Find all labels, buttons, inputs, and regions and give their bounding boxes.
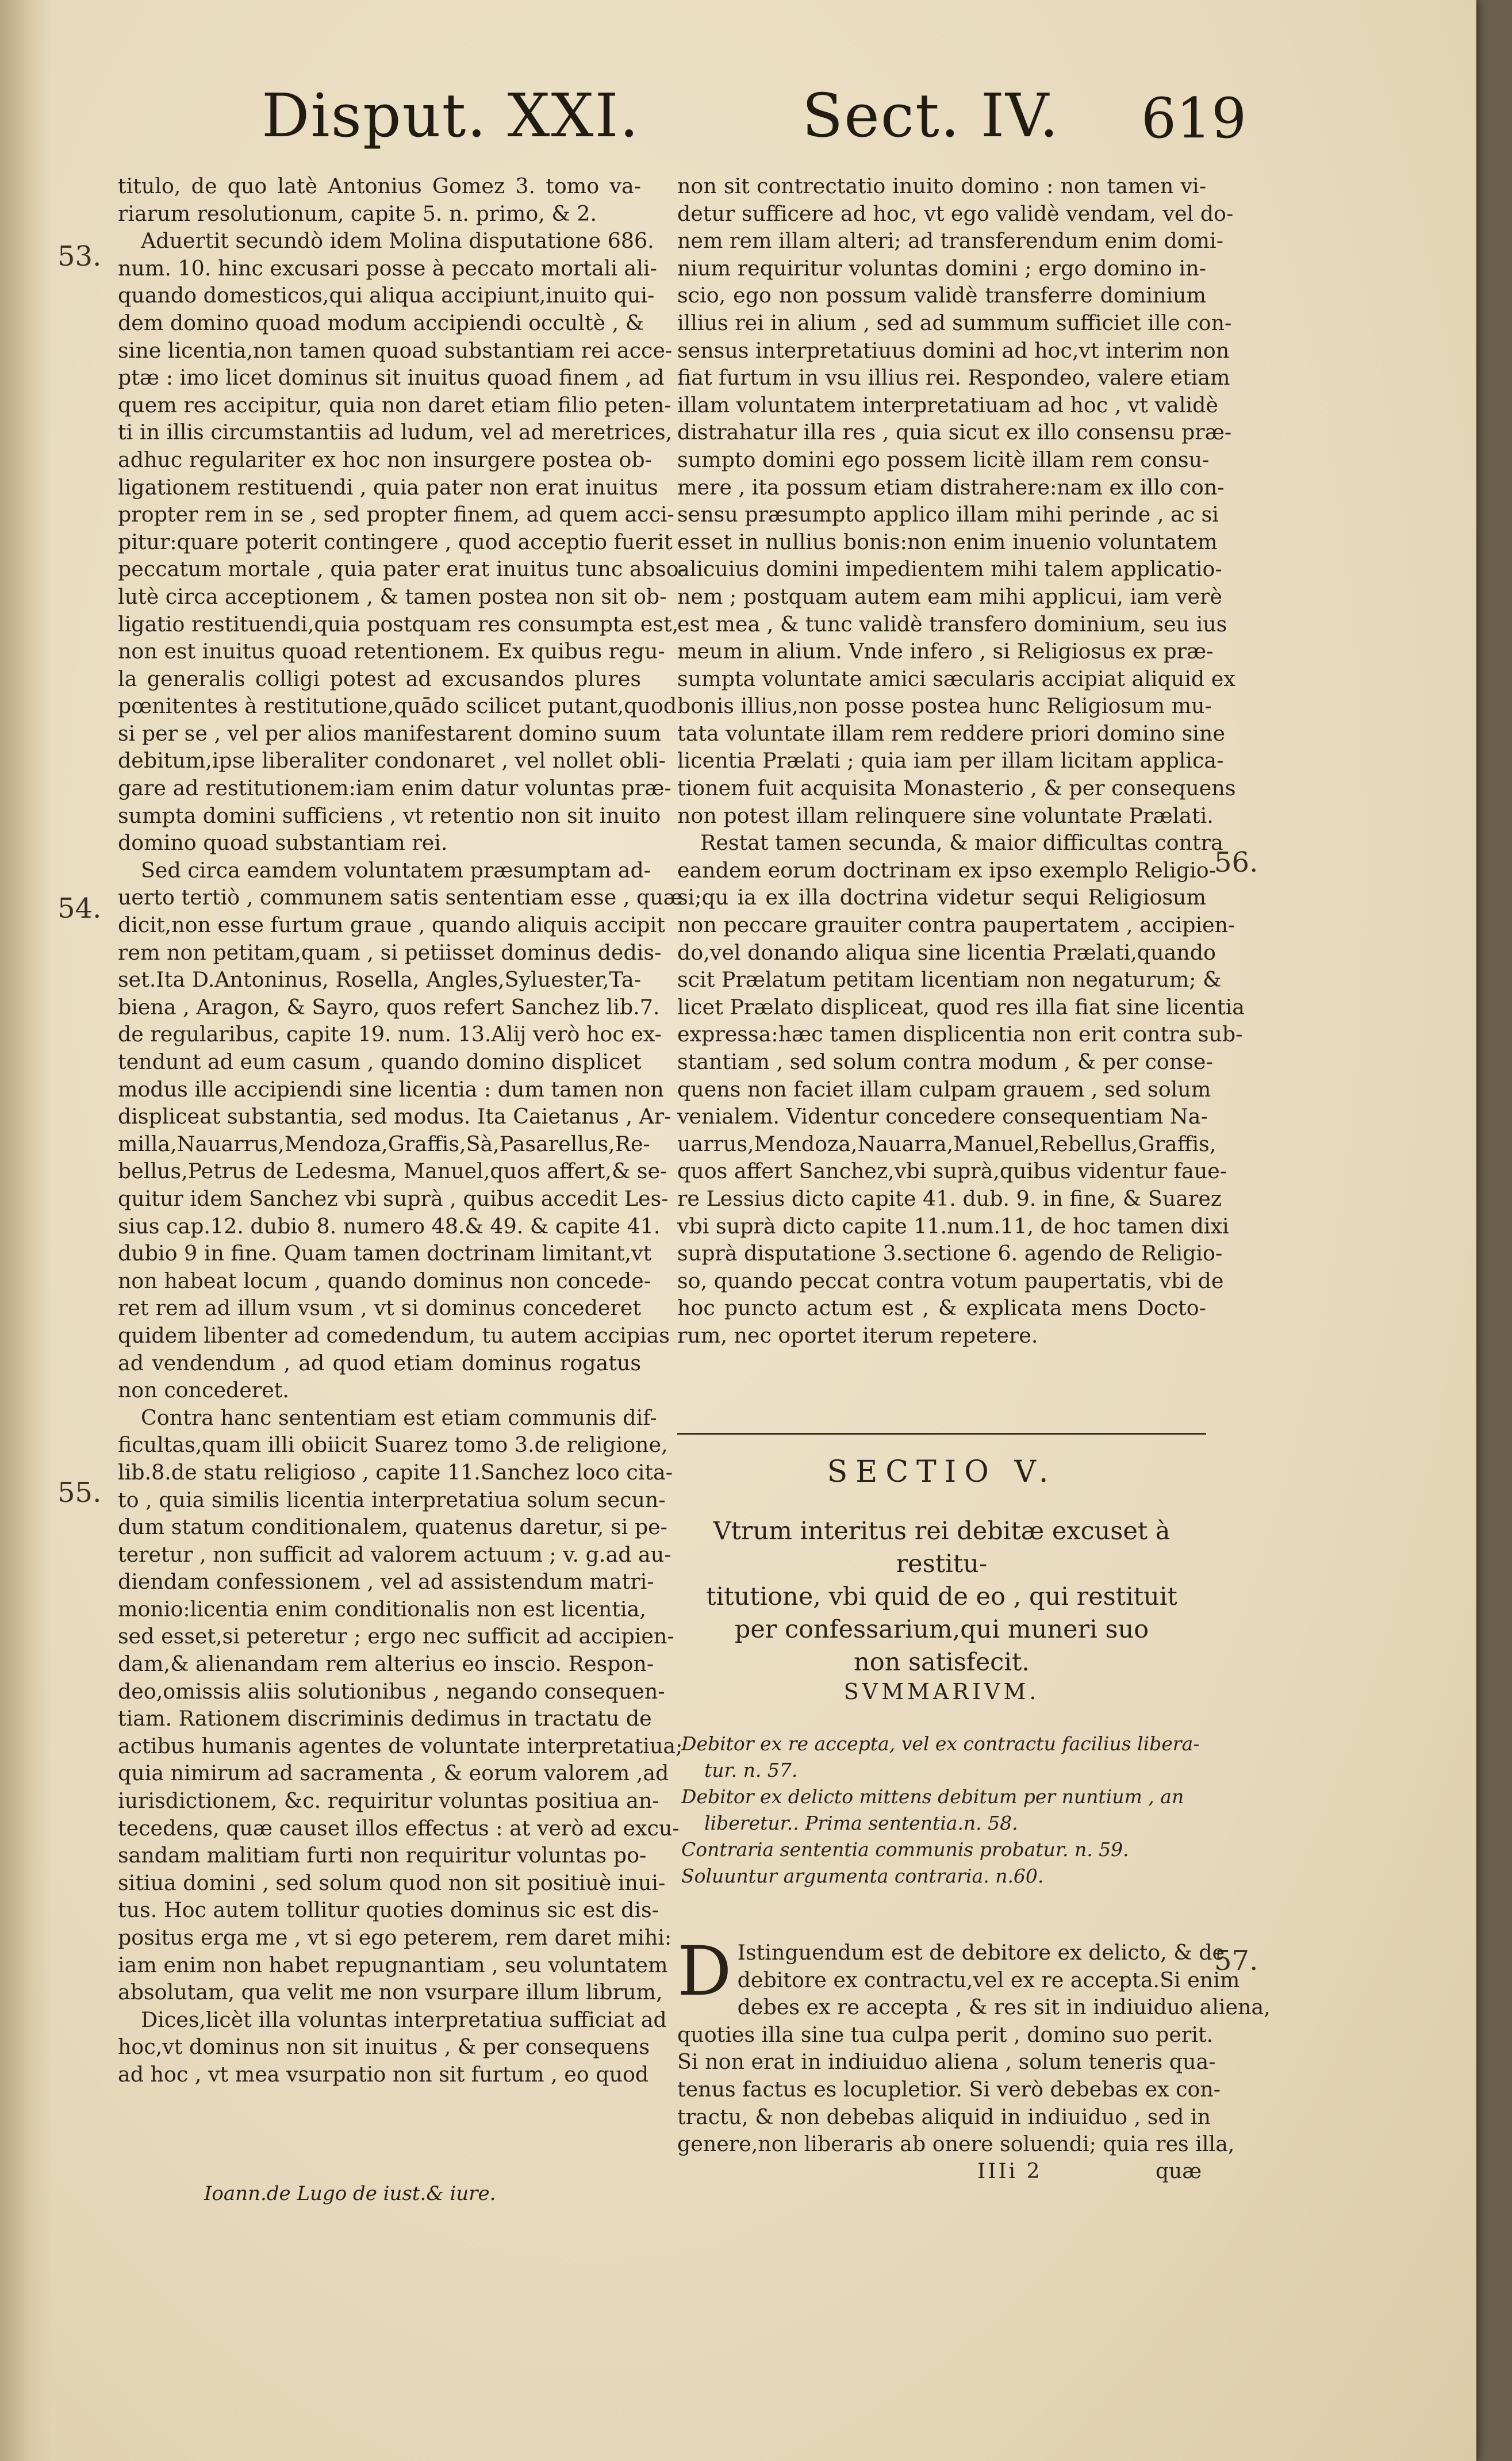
summary-item: Debitor ex re accepta, vel ex contractu facilius libera- [681,1732,1200,1755]
margin-number-56: 56. [1214,846,1258,879]
text-line: tendunt ad eum casum , quando domino displicet [118,1049,642,1074]
text-line: debes ex re accepta , & res sit in indiuiduo aliena, [737,1995,1271,2020]
text-line: sius cap.12. dubio 8. numero 48.& 49. & capite 41. [118,1213,661,1239]
text-line: Aduertit secundò idem Molina disputatione 686. [141,228,654,254]
summary-item: Soluuntur argumenta contraria. n.60. [681,1865,1044,1887]
text-line: non sit contrectatio inuito domino : non tamen vi- [677,174,1206,198]
signature-mark: IIIi 2 [977,2160,1042,2183]
text-line: sitiua domini , sed solum quod non sit positiuè inui- [118,1870,666,1895]
text-line: to , quia similis licentia interpretatiua solum secun- [118,1487,666,1512]
text-line: diendam confessionem , vel ad assistendum matri- [118,1569,654,1594]
footer-attribution: Ioann.de Lugo de iust.& iure. [204,2182,496,2205]
text-line: rum, nec oportet iterum repetere. [677,1322,1038,1348]
text-line: deo,omissis aliis solutionibus , negando consequen- [118,1678,665,1704]
text-line: gare ad restitutionem:iam enim datur voluntas præ- [118,776,671,801]
text-line: ptæ : imo licet dominus sit inuitus quoad finem , ad [118,365,665,390]
text-line: sandam malitiam furti non requiritur voluntas po- [118,1843,647,1868]
text-line: tiam. Rationem discriminis dedimus in tractatu de [118,1706,652,1731]
text-line: actibus humanis agentes de voluntate interpretatiua; [118,1733,683,1758]
text-line: Restat tamen secunda, & maior difficultas contra [700,830,1223,856]
section-subtitle-line: per confessarium,qui muneri suo [734,1615,1149,1644]
text-line: non peccare grauiter contra paupertatem , accipien- [677,913,1235,938]
text-line: peccatum mortale , quia pater erat inuitus tunc abso- [118,557,686,582]
text-line: quoties illa sine tua culpa perit , domino suo perit. [677,2022,1214,2047]
text-line: biena , Aragon, & Sayro, quos refert Sanchez lib.7. [118,994,660,1019]
text-line: quem res accipitur, quia non daret etiam filio peten- [118,392,671,417]
text-line: hoc,vt dominus non sit inuitus , & per consequens [118,2034,650,2060]
text-line: domino quoad substantiam rei. [118,830,448,856]
text-line: stantiam , sed solum contra modum , & per conse- [677,1049,1213,1074]
text-line: sumpta voluntate amici sæcularis accipiat aliquid ex [677,666,1235,691]
text-line: milla,Nauarrus,Mendoza,Graffis,Sà,Pasarellus,Re- [118,1131,650,1156]
summary-item: tur. n. 57. [704,1759,798,1781]
text-line: titulo, de quo latè Antonius Gomez 3. tomo va- [118,174,641,198]
text-line: sensu præsumpto applico illam mihi perinde , ac si [677,502,1219,527]
text-line: dam,& alienandam rem alterius eo inscio. Respon- [118,1651,654,1677]
text-line: propter rem in se , sed propter finem, ad quem acci- [118,502,674,527]
summary-item: liberetur.. Prima sententia.n. 58. [704,1812,1018,1834]
text-line: ad vendendum , ad quod etiam dominus rogatus [118,1350,641,1375]
text-line: venialem. Videntur concedere consequentiam Na- [677,1104,1208,1129]
text-line: Sed circa eamdem voluntatem præsumptam ad- [141,857,651,883]
text-line: nem ; postquam autem eam mihi applicui, iam verè [677,584,1222,609]
drop-cap: D [677,1931,732,2011]
text-line: mere , ita possum etiam distrahere:nam ex illo con- [677,474,1225,500]
text-line: positus erga me , vt si ego peterem, rem daret mihi: [118,1925,672,1950]
text-line: est mea , & tunc validè transfero dominium, seu ius [677,611,1227,637]
text-line: ti in illis circumstantiis ad ludum, vel ad meretrices, [118,420,673,445]
text-line: pœnitentes à restitutione,quādo scilicet putant,quod [118,693,677,719]
text-line: tractu, & non debebas aliquid in indiuiduo , sed in [677,2104,1211,2129]
section-subtitle-line: Vtrum interitus rei debitæ excuset à restitu- [713,1517,1171,1578]
text-line: licentia Prælati ; quia iam per illam licitam applica- [677,748,1224,773]
text-line: ret rem ad illum vsum , vt si dominus concederet [118,1295,641,1321]
text-line: re Lessius dicto capite 41. dub. 9. in fine, & Suarez [677,1186,1222,1211]
text-line: genere,non liberaris ab onere soluendi; quia res illa, [677,2132,1235,2157]
section-rule [677,1433,1206,1435]
text-line: esset in nullius bonis:non enim inuenio voluntatem [677,529,1218,554]
summary-list [681,1731,1204,1889]
text-line: rem non petitam,quam , si petiisset dominus dedis- [118,940,662,965]
text-line: licet Prælato displiceat, quod res illa fiat sine licentia [677,994,1245,1019]
text-line: adhuc regulariter ex hoc non insurgere postea ob- [118,447,652,472]
text-line: sensus interpretatiuus domini ad hoc,vt interim non [677,338,1230,363]
text-line: quens non faciet illam culpam grauem , sed solum [677,1076,1211,1102]
text-line: iurisdictionem, &c. requiritur voluntas positiua an- [118,1788,659,1814]
text-line: illam voluntatem interpretatiuam ad hoc , vt validè [677,392,1218,417]
text-line: sed esset,si peteretur ; ergo nec sufficit ad accipien- [118,1624,674,1649]
text-line: ligatio restituendi,quia postquam res consumpta est, [118,611,679,637]
text-line: suprà disputatione 3.sectione 6. agendo de Religio- [677,1241,1223,1266]
margin-number-54: 54. [57,892,102,925]
text-line: fiat furtum in vsu illius rei. Respondeo, valere etiam [677,365,1230,390]
text-line: pitur:quare poterit contingere , quod acceptio fuerit [118,529,673,554]
text-line: quia nimirum ad sacramenta , & eorum valorem ,ad [118,1761,669,1786]
text-line: bonis illius,non posse postea hunc Religiosum mu- [677,693,1212,719]
text-line: iam enim non habet repugnantiam , seu voluntatem [118,1952,668,1977]
text-line: non habeat locum , quando dominus non concede- [118,1268,651,1293]
text-line: bellus,Petrus de Ledesma, Manuel,quos affert,& se- [118,1159,667,1184]
text-line: uarrus,Mendoza,Nauarra,Manuel,Rebellus,Graffis, [677,1131,1216,1156]
text-line: set.Ita D.Antoninus, Rosella, Angles,Syluester,Ta- [118,967,641,992]
summary-title: SVMMARIVM. [843,1679,1040,1704]
summary-item: Contraria sententia communis probatur. n. 59. [681,1838,1129,1861]
page-number: 619 [1141,86,1247,151]
text-line: Dices,licèt illa voluntas interpretatiua sufficiat ad [141,2007,667,2032]
text-line: alicuius domini impedientem mihi talem applicatio- [677,557,1222,582]
text-line: dum statum conditionalem, quatenus daretur, si pe- [118,1515,667,1540]
text-line: eandem eorum doctrinam ex ipso exemplo Religio- [677,857,1216,883]
left-text-column [118,172,686,2220]
text-line: quos affert Sanchez,vbi suprà,quibus videntur faue- [677,1159,1227,1184]
text-line: distrahatur illa res , quia sicut ex illo consensu præ- [677,420,1232,445]
text-line: de regularibus, capite 19. num. 13.Alij verò hoc ex- [118,1022,662,1047]
text-line: sine licentia,non tamen quoad substantiam rei acce- [118,338,673,363]
text-line: expressa:hæc tamen displicentia non erit contra sub- [677,1022,1243,1047]
text-line: lib.8.de statu religioso , capite 11.Sanchez loco cita- [118,1459,673,1485]
section-title: SECTIO V. [827,1455,1057,1489]
margin-number-57: 57. [1214,1945,1258,1977]
catchword: quæ [1156,2160,1202,2183]
text-line: tecedens, quæ causet illos effectus : at verò ad excu- [118,1815,680,1841]
margin-number-53: 53. [57,240,102,273]
text-line: si per se , vel per alios manifestarent domino suum [118,720,661,746]
running-head-left: Disput. XXI. [262,80,640,151]
section-subtitle [677,1515,1206,1679]
text-line: tenus factus es locupletior. Si verò debebas ex con- [677,2076,1221,2102]
text-line: ficultas,quam illi obiicit Suarez tomo 3.de religione, [118,1432,668,1458]
text-line: nem rem illam alteri; ad transferendum enim domi- [677,228,1223,254]
text-line: debitore ex contractu,vel ex re accepta.Si enim [737,1967,1240,1992]
text-line: lutè circa acceptionem , & tamen postea non sit ob- [118,584,667,609]
text-line: dicit,non esse furtum graue , quando aliquis accipit [118,913,665,938]
text-line: scit Prælatum petitam licentiam non negaturum; & [677,967,1222,992]
text-line: dubio 9 in fine. Quam tamen doctrinam limitant,vt [118,1241,652,1266]
text-line: quitur idem Sanchez vbi suprà , quibus accedit Les- [118,1186,669,1211]
text-line: nium requiritur voluntas domini ; ergo domino in- [677,255,1206,281]
text-line: illius rei in alium , sed ad summum sufficiet ille con- [677,310,1232,335]
text-line: dem domino quoad modum accipiendi occultè , & [118,310,644,335]
text-line: modus ille accipiendi sine licentia : dum tamen non [118,1076,664,1102]
text-line: Istinguendum est de debitore ex delicto, & de [737,1940,1225,1965]
text-line: absolutam, qua velit me non vsurpare illum librum, [118,1980,663,2005]
section-subtitle-line: non satisfecit. [854,1648,1030,1677]
text-line: num. 10. hinc excusari posse à peccato mortali ali- [118,255,657,281]
text-line: Contra hanc sententiam est etiam communis dif- [141,1405,657,1430]
text-line: Si non erat in indiuiduo aliena , solum teneris qua- [677,2049,1216,2075]
text-line: teretur , non sufficit ad valorem actuum ; v. g.ad au- [118,1542,671,1567]
text-line: quando domesticos,qui aliqua accipiunt,inuito qui- [118,283,655,308]
section-subtitle-line: titutione, vbi quid de eo , qui restituit [706,1582,1177,1611]
text-line: tus. Hoc autem tollitur quoties dominus sic est dis- [118,1897,659,1923]
text-line: riarum resolutionum, capite 5. n. primo, & 2. [118,201,597,226]
page-gutter [0,0,52,2461]
text-line: quidem libenter ad comedendum, tu autem accipias [118,1322,670,1348]
text-line: hoc puncto actum est , & explicata mens Docto- [677,1295,1206,1321]
text-line: so, quando peccat contra votum paupertatis, vbi de [677,1268,1224,1293]
text-line: detur sufficere ad hoc, vt ego validè vendam, vel do- [677,201,1234,226]
text-line: tata voluntate illam rem reddere priori domino sine [677,720,1225,746]
text-line: si;qu ia ex illa doctrina videtur sequi Religiosum [677,885,1206,910]
text-line: non potest illam relinquere sine voluntate Prælati. [677,803,1214,828]
text-line: sumpta domini sufficiens , vt retentio non sit inuito [118,803,661,828]
text-line: displiceat substantia, sed modus. Ita Caietanus , Ar- [118,1104,671,1129]
text-line: non concederet. [118,1378,289,1403]
summary-item: Debitor ex delicto mittens debitum per nuntium , an [681,1785,1184,1808]
text-line: scio, ego non possum validè transferre dominium [677,283,1206,308]
text-line: la generalis colligi potest ad excusandos plures [118,666,641,691]
text-line: ligationem restituendi , quia pater non erat inuitus [118,474,658,500]
text-line: meum in alium. Vnde infero , si Religiosus ex præ- [677,639,1214,664]
text-line: uerto tertiò , communem satis sententiam esse , quæ [118,885,683,910]
margin-number-55: 55. [57,1477,102,1509]
text-line: vbi suprà dicto capite 11.num.11, de hoc tamen dixi [677,1213,1229,1239]
text-line: sumpto domini ego possem licitè illam rem consu- [677,447,1210,472]
text-line: non est inuitus quoad retentionem. Ex quibus regu- [118,639,665,664]
text-line: ad hoc , vt mea vsurpatio non sit furtum , eo quod [118,2061,649,2087]
text-line: tionem fuit acquisita Monasterio , & per consequens [677,776,1236,801]
text-line: monio:licentia enim conditionalis non est licentia, [118,1596,646,1621]
running-head-right: Sect. IV. [802,80,1060,151]
text-line: debitum,ipse liberaliter condonaret , vel nollet obli- [118,748,666,773]
text-line: do,vel donando aliqua sine licentia Prælati,quando [677,940,1216,965]
